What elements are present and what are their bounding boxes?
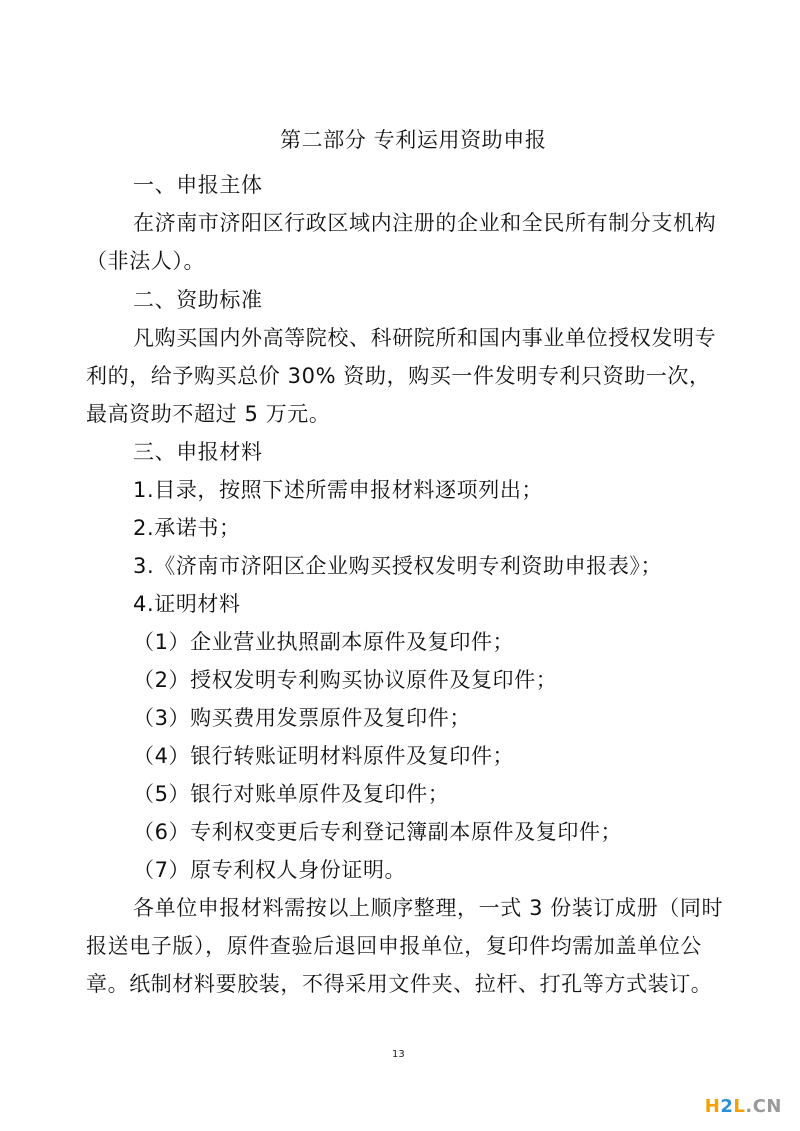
- watermark-letter: L: [733, 1096, 746, 1117]
- sub-list-item: （2）授权发明专利购买协议原件及复印件；: [133, 668, 558, 692]
- list-item: 3.《济南市济阳区企业购买授权发明专利资助申报表》；: [133, 554, 663, 578]
- sub-list-item: （4）银行转账证明材料原件及复印件；: [133, 744, 515, 768]
- section-heading: 二、资助标准: [133, 288, 263, 312]
- document-title: 第二部分 专利运用资助申报: [280, 128, 547, 152]
- watermark-letter: H: [704, 1096, 721, 1117]
- watermark-letter: 2: [720, 1096, 734, 1117]
- list-item: 1.目录，按照下述所需申报材料逐项列出；: [133, 478, 544, 502]
- paragraph-line: 最高资助不超过 5 万元。: [86, 402, 331, 426]
- section-heading: 三、申报材料: [133, 440, 263, 464]
- paragraph-line: 各单位申报材料需按以上顺序整理，一式 3 份装订成册（同时: [133, 896, 724, 920]
- watermark-domain: .CN: [745, 1096, 782, 1117]
- sub-list-item: （6）专利权变更后专利登记簿副本原件及复印件；: [133, 820, 623, 844]
- paragraph-line: 在济南市济阳区行政区域内注册的企业和全民所有制分支机构: [133, 211, 717, 235]
- list-item: 4.证明材料: [133, 592, 241, 616]
- list-item: 2.承诺书；: [133, 516, 241, 540]
- page-number: 13: [392, 1049, 405, 1060]
- sub-list-item: （5）银行对账单原件及复印件；: [133, 782, 450, 806]
- paragraph-line: （非法人）。: [86, 249, 206, 273]
- paragraph-line: 章。纸制材料要胶装，不得采用文件夹、拉杆、打孔等方式装订。: [86, 972, 713, 996]
- sub-list-item: （1）企业营业执照副本原件及复印件；: [133, 630, 515, 654]
- paragraph-line: 报送电子版），原件查验后退回申报单位，复印件均需加盖单位公: [86, 934, 702, 958]
- sub-list-item: （3）购买费用发票原件及复印件；: [133, 706, 471, 730]
- sub-list-item: （7）原专利权人身份证明。: [133, 858, 407, 882]
- section-heading: 一、申报主体: [133, 173, 263, 197]
- site-watermark-logo: [705, 1097, 782, 1117]
- paragraph-line: 利的，给予购买总价 30% 资助，购买一件发明专利只资助一次，: [86, 364, 711, 388]
- paragraph-line: 凡购买国内外高等院校、科研院所和国内事业单位授权发明专: [133, 326, 717, 350]
